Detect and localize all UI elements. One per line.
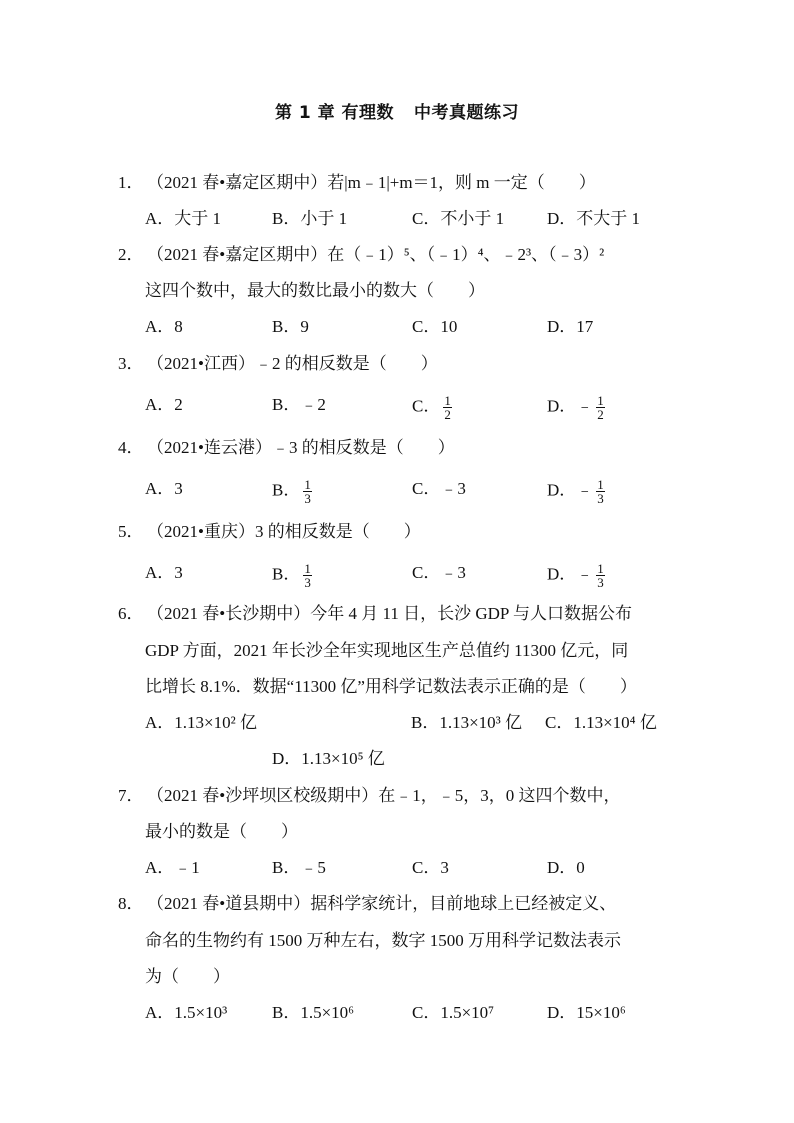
question-text: 最小的数是（ ） — [145, 822, 298, 841]
option-d: D．0 — [547, 858, 585, 877]
fraction: $\frac{1}{2}$ — [444, 393, 451, 422]
page-title — [0, 98, 794, 123]
option-d: D．﹣ $\frac{1}{3}$ — [547, 477, 604, 506]
option-b: B．1.5×10⁶ — [272, 1003, 355, 1022]
option-c: C．﹣3 — [412, 563, 466, 582]
question-number: 4． — [118, 438, 144, 457]
option-a: A．2 — [145, 395, 183, 414]
option-a: A．8 — [145, 317, 183, 336]
option-a: A．1.13×10² 亿 — [145, 713, 257, 732]
question-text: 为（ ） — [145, 967, 230, 986]
option-a: A．大于 1 — [145, 209, 222, 228]
question-number: 1． — [118, 173, 144, 192]
option-a: A．3 — [145, 563, 183, 582]
option-b: B．﹣2 — [272, 395, 326, 414]
option-d: D．17 — [547, 317, 594, 336]
question-number: 8． — [118, 894, 144, 913]
option-b: B． $\frac{1}{3}$ — [272, 561, 311, 590]
question-text: GDP 方面，2021 年长沙全年实现地区生产总值约 11300 亿元，同 — [145, 641, 629, 660]
question-text: （2021 春•长沙期中）今年 4 月 11 日，长沙 GDP 与人口数据公布 — [147, 604, 632, 623]
option-c: C．﹣3 — [412, 479, 466, 498]
question-text: （2021•重庆）3 的相反数是（ ） — [147, 522, 421, 541]
question-text: 比增长 8.1%．数据“11300 亿”用科学记数法表示正确的是（ ） — [145, 677, 637, 696]
question-number: 6． — [118, 604, 144, 623]
fraction: $\frac{1}{3}$ — [597, 561, 604, 590]
option-b: B．1.13×10³ 亿 — [411, 713, 523, 732]
option-b: B．小于 1 — [272, 209, 348, 228]
fraction: $\frac{1}{2}$ — [597, 393, 604, 422]
question-text: （2021 春•嘉定区期中）若|m﹣1|+m＝1，则 m 一定（ ） — [147, 173, 596, 192]
option-c: C．不小于 1 — [412, 209, 505, 228]
option-a: A．﹣1 — [145, 858, 200, 877]
option-d: D．1.13×10⁵ 亿 — [272, 749, 385, 768]
question-text: （2021•连云港）﹣3 的相反数是（ ） — [147, 438, 455, 457]
option-a: A．1.5×10³ — [145, 1003, 228, 1022]
question-number: 3． — [118, 354, 144, 373]
question-number: 7． — [118, 786, 144, 805]
option-d: D．﹣ $\frac{1}{2}$ — [547, 393, 604, 422]
option-c: C． $\frac{1}{2}$ — [412, 393, 451, 422]
option-c: C．3 — [412, 858, 449, 877]
question-text: （2021•江西）﹣2 的相反数是（ ） — [147, 354, 438, 373]
option-c: C．1.13×10⁴ 亿 — [545, 713, 657, 732]
option-d: D．不大于 1 — [547, 209, 641, 228]
question-text: （2021 春•道县期中）据科学家统计，目前地球上已经被定义、 — [147, 894, 617, 913]
question-number: 2． — [118, 245, 144, 264]
option-b: B．9 — [272, 317, 309, 336]
option-b: B． $\frac{1}{3}$ — [272, 477, 311, 506]
option-b: B．﹣5 — [272, 858, 326, 877]
title-sub: 中考真题练习 — [414, 103, 520, 123]
title-main: 第 1 章 有理数 — [274, 103, 395, 123]
option-c: C．1.5×10⁷ — [412, 1003, 495, 1022]
question-text: 命名的生物约有 1500 万种左右，数字 1500 万用科学记数法表示 — [145, 931, 621, 950]
question-text: （2021 春•嘉定区期中）在（﹣1）⁵、（﹣1）⁴、﹣2³、（﹣3）² — [147, 245, 605, 264]
fraction: $\frac{1}{3}$ — [304, 561, 311, 590]
option-d: D．﹣ $\frac{1}{3}$ — [547, 561, 604, 590]
question-number: 5． — [118, 522, 144, 541]
fraction: $\frac{1}{3}$ — [597, 477, 604, 506]
fraction: $\frac{1}{3}$ — [304, 477, 311, 506]
option-a: A．3 — [145, 479, 183, 498]
question-text: 这四个数中，最大的数比最小的数大（ ） — [145, 281, 485, 300]
option-d: D．15×10⁶ — [547, 1003, 626, 1022]
option-c: C．10 — [412, 317, 458, 336]
question-text: （2021 春•沙坪坝区校级期中）在﹣1，﹣5，3，0 这四个数中， — [147, 786, 621, 805]
